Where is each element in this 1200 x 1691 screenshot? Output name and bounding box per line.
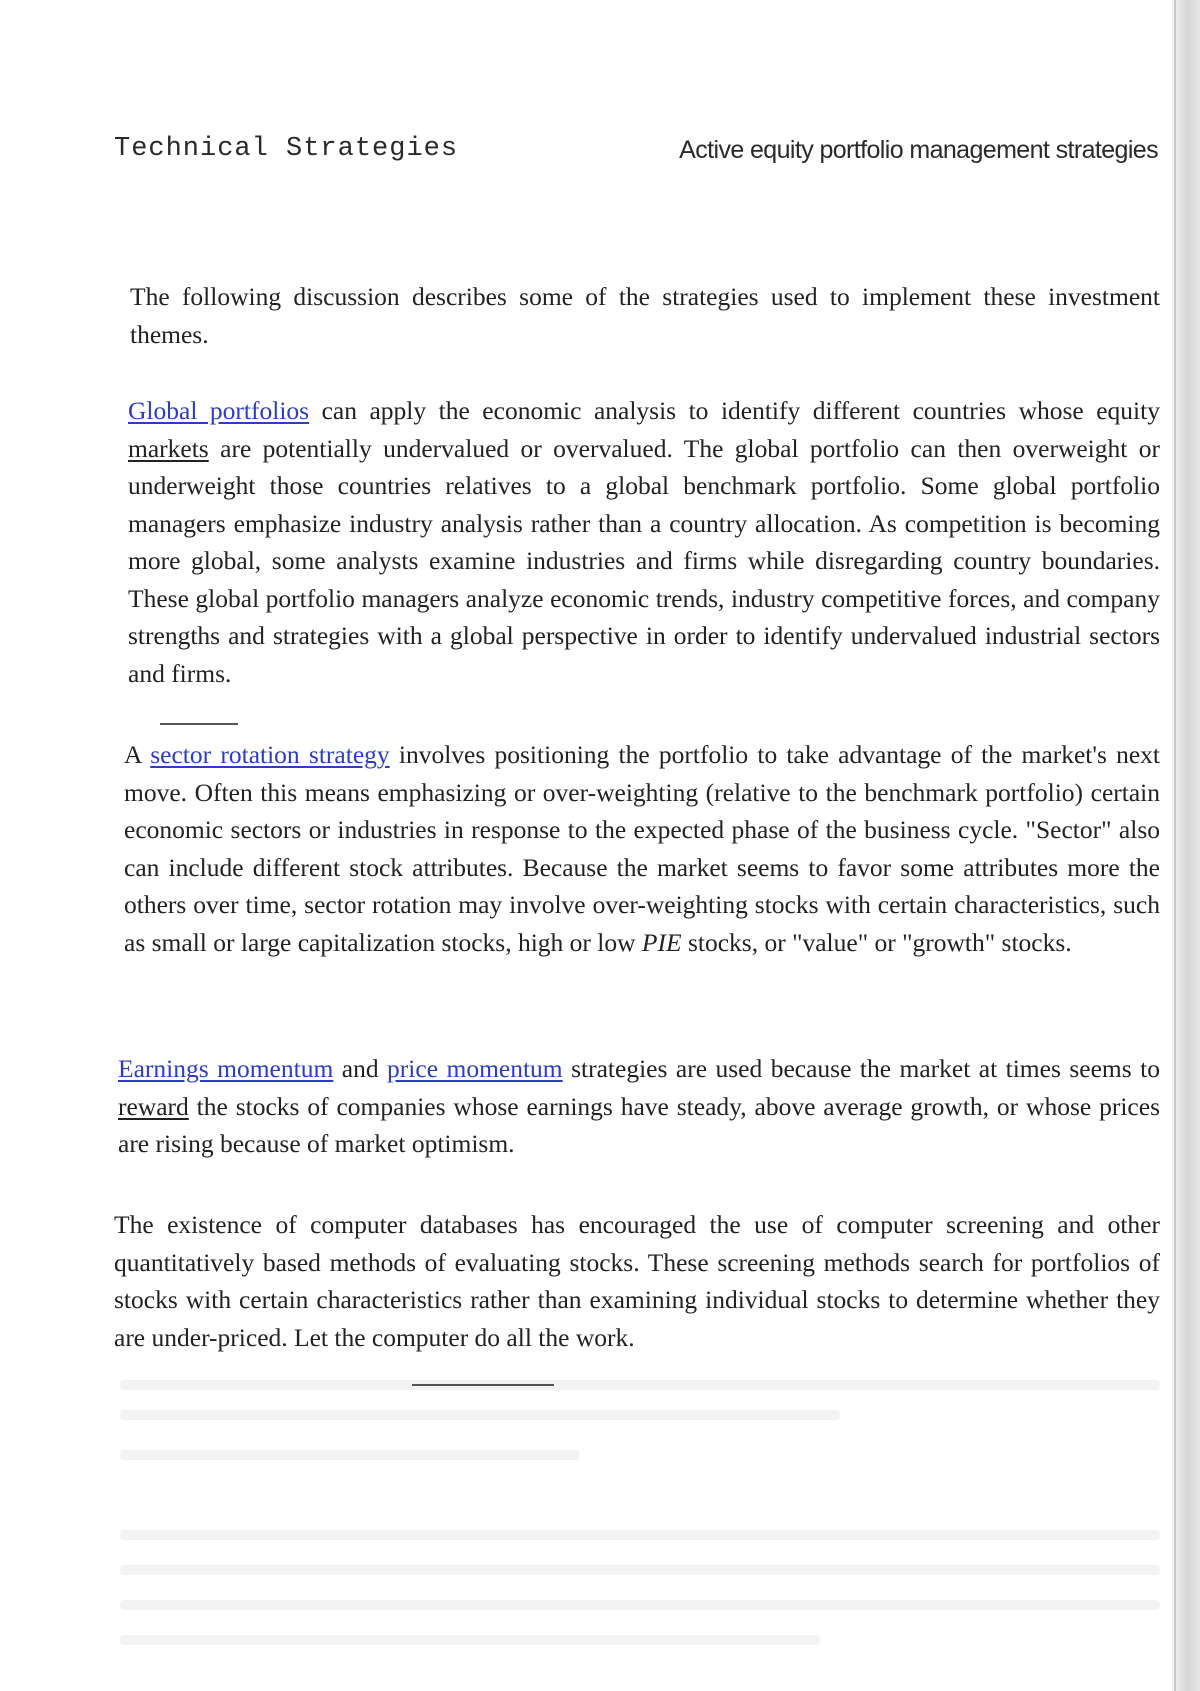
- paragraph-momentum-text-1: and: [333, 1054, 388, 1083]
- show-through-line: [120, 1635, 820, 1645]
- page-edge-shadow: [1172, 0, 1200, 1691]
- paragraph-intro-text: The following discussion describes some of the strategies used to implement these investment themes.: [130, 282, 1160, 349]
- link-earnings-momentum[interactable]: Earnings momentum: [118, 1054, 334, 1083]
- link-global-portfolios[interactable]: Global portfolios: [128, 396, 310, 425]
- show-through-line: [120, 1380, 1160, 1390]
- paragraph-sector-text-0: A: [124, 740, 151, 769]
- show-through-line: [120, 1600, 1160, 1610]
- paragraph-momentum-text-3: the stocks of companies whose earnings have steady, above average growth, or whose prices are rising because of market optimism.: [118, 1091, 1160, 1158]
- paragraph-momentum: [118, 1050, 1160, 1163]
- underlined-term-markets: markets: [128, 433, 209, 463]
- paragraph-global-portfolios: [128, 392, 1160, 692]
- underlined-term-reward: reward: [118, 1091, 189, 1121]
- show-through-line: [120, 1565, 1160, 1575]
- paragraph-global-text-1: can apply the economic analysis to identify different countries whose equity: [309, 396, 1160, 425]
- show-through-line: [120, 1410, 840, 1420]
- header-section-title: Technical Strategies: [114, 134, 459, 164]
- header-chapter-title: Active equity portfolio management strategies: [679, 136, 1158, 164]
- show-through-line: [120, 1450, 580, 1460]
- paragraph-sector-text-1: involves positioning the portfolio to take advantage of the market's next move. Often this means emphasizing or over-weighting (relative to the benchmark portfolio) certain economic sectors or industries in response to the expected phase of the business cycle. "Sector" also can include different stock attributes. Because the market seems to favor some attributes more the others over time, sector rotation may involve over-weighting stocks with certain characteristics, such as small or large capitalization stocks, high or low: [124, 740, 1161, 957]
- scribble-mark: [160, 723, 238, 725]
- paragraph-computer-screening: [114, 1206, 1160, 1356]
- end-rule: [412, 1384, 554, 1386]
- italic-term-pie: PIE: [641, 927, 682, 957]
- show-through-line: [120, 1530, 1160, 1540]
- paragraph-intro: [130, 278, 1160, 353]
- paragraph-momentum-text-2: strategies are used because the market at times seems to: [562, 1054, 1160, 1083]
- link-sector-rotation-strategy[interactable]: sector rotation strategy: [150, 740, 390, 769]
- paragraph-screening-text: The existence of computer databases has encouraged the use of computer screening and other quantitatively based methods of evaluating stocks. These screening methods search for portfolios of stocks with certain characteristics rather than examining individual stocks to determine whether they are under-priced. Let the computer do all the work.: [114, 1210, 1160, 1352]
- paragraph-global-text-2: are potentially undervalued or overvalued. The global portfolio can then overweight or underweight those countries relatives to a global benchmark portfolio. Some global portfolio managers emphasize industry analysis rather than a country allocation. As competition is becoming more global, some analysts examine industries and firms while disregarding country boundaries. These global portfolio managers analyze economic trends, industry competitive forces, and company strengths and strategies with a global perspective in order to identify undervalued industrial sectors and firms.: [128, 433, 1160, 688]
- paragraph-sector-text-2: stocks, or "value" or "growth" stocks.: [681, 927, 1072, 957]
- paragraph-sector-rotation: [124, 736, 1160, 961]
- page-edge-line: [1174, 0, 1176, 1691]
- link-price-momentum[interactable]: price momentum: [387, 1054, 563, 1083]
